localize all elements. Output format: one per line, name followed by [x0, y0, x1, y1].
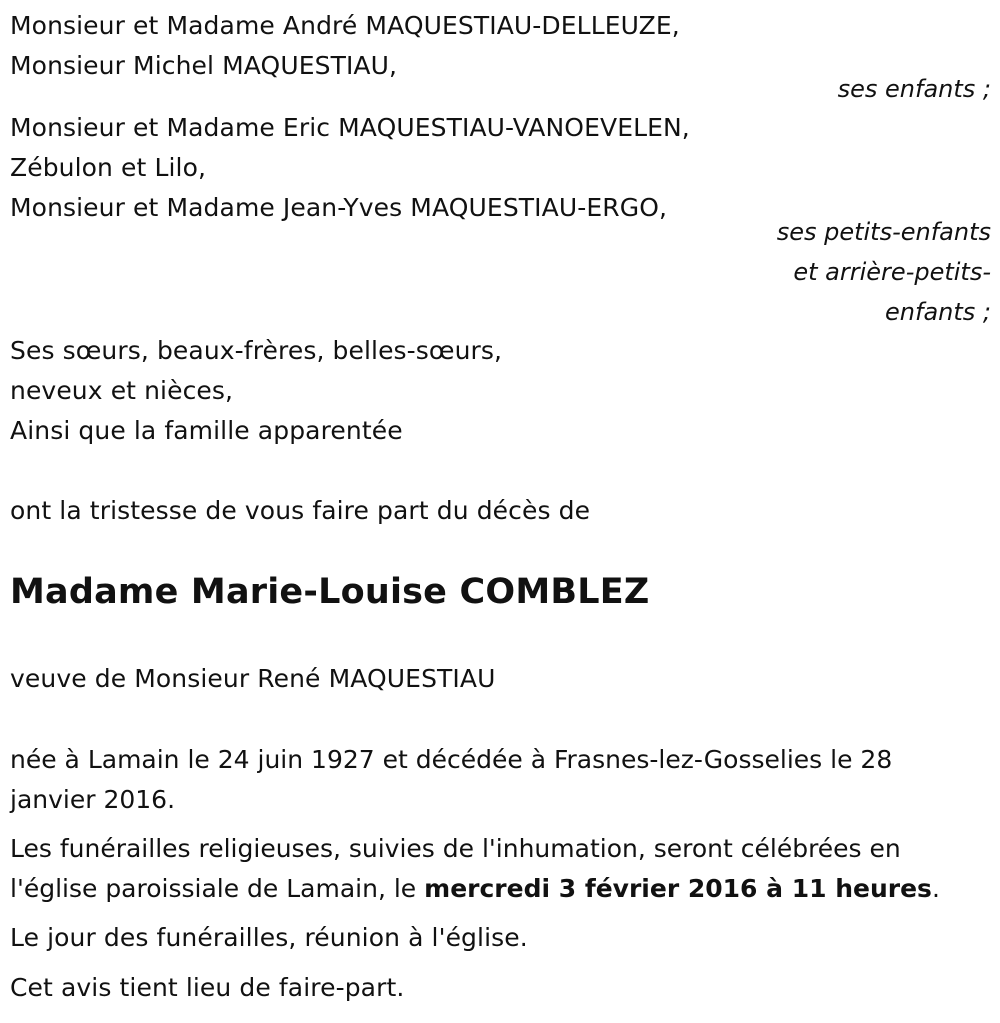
funeral-paragraph — [10, 829, 970, 909]
birth-death-paragraph: née à Lamain le 24 juin 1927 et décédée à Frasnes-lez-Gosselies le 28 janvier 2016. — [10, 745, 893, 814]
grandchildren-label-3: enfants ; — [885, 298, 991, 326]
family-child-2: Monsieur Michel MAQUESTIAU, — [10, 51, 398, 80]
family-other-2: neveux et nièces, — [10, 376, 234, 405]
family-child-1: Monsieur et Madame André MAQUESTIAU-DELLEUZE, — [10, 11, 680, 40]
family-other-3: Ainsi que la famille apparentée — [10, 416, 403, 445]
children-label: ses enfants ; — [837, 75, 991, 103]
notice-text: Cet avis tient lieu de faire-part. — [10, 973, 405, 1002]
family-grandchild-1: Monsieur et Madame Eric MAQUESTIAU-VANOEVELEN, — [10, 113, 690, 142]
family-grandchild-2: Zébulon et Lilo, — [10, 153, 207, 182]
funeral-text-before: Les funérailles religieuses, suivies de l'inhumation, seront célébrées en l'église paroissiale de Lamain, le — [10, 834, 901, 903]
funeral-date: mercredi 3 février 2016 à 11 heures — [424, 874, 932, 903]
widow-of: veuve de Monsieur René MAQUESTIAU — [10, 664, 496, 693]
deceased-name: Madame Marie-Louise COMBLEZ — [10, 572, 650, 612]
grandchildren-label-1: ses petits-enfants — [776, 218, 991, 246]
family-grandchild-3: Monsieur et Madame Jean-Yves MAQUESTIAU-ERGO, — [10, 193, 668, 222]
grandchildren-label-2: et arrière-petits- — [793, 258, 991, 286]
meeting-info: Le jour des funérailles, réunion à l'église. — [10, 923, 528, 952]
funeral-text-after: . — [931, 874, 940, 903]
announcement-text: ont la tristesse de vous faire part du décès de — [10, 496, 591, 525]
family-other-1: Ses sœurs, beaux-frères, belles-sœurs, — [10, 336, 503, 365]
